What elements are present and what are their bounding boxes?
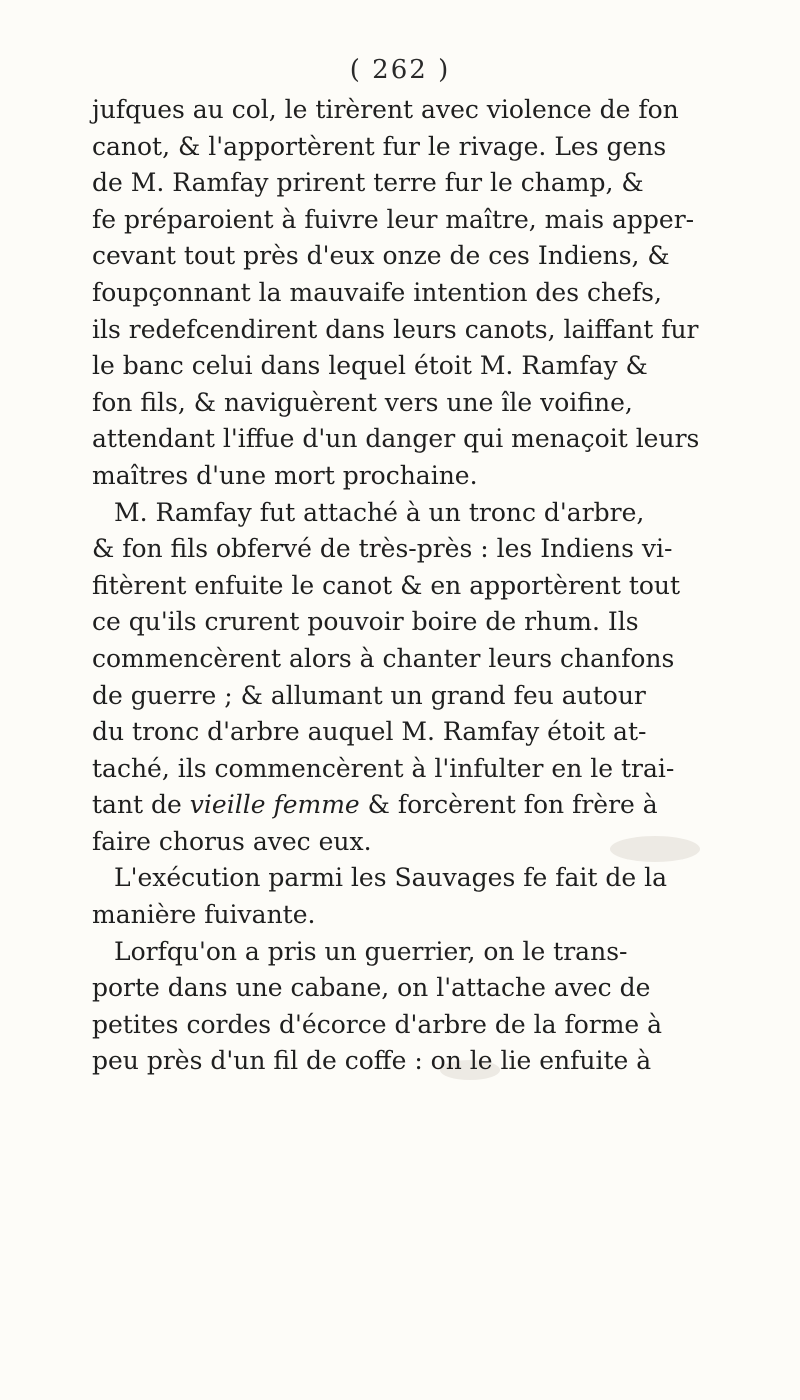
text-line: ils redefcendirent dans leurs canots, laiffant fur: [92, 314, 699, 344]
text-line: & fon fils obfervé de très-près : les Indiens vi-: [92, 534, 673, 564]
text-line: foupçonnant la mauvaife intention des chefs,: [92, 277, 662, 307]
text-line: du tronc d'arbre auquel M. Ramfay étoit at-: [92, 717, 647, 747]
text-line: maîtres d'une mort prochaine.: [92, 460, 478, 490]
text-line: taché, ils commencèrent à l'infulter en le trai-: [92, 753, 675, 783]
text-line: ce qu'ils crurent pouvoir boire de rhum. Ils: [92, 607, 639, 637]
text-line: faire chorus avec eux.: [92, 826, 372, 856]
text-line: fitèrent enfuite le canot & en apportèrent tout: [92, 570, 681, 600]
text-line: fon fils, & naviguèrent vers une île voifine,: [92, 387, 633, 417]
text-line: peu près d'un fil de coffe : on le lie enfuite à: [92, 1046, 652, 1076]
text-line: le banc celui dans lequel étoit M. Ramfay &: [92, 351, 648, 381]
text-line: porte dans une cabane, on l'attache avec de: [92, 973, 651, 1003]
text-line: de guerre ; & allumant un grand feu autour: [92, 680, 646, 710]
page-number: ( 262 ): [349, 55, 451, 85]
body-text: [92, 92, 792, 1080]
paragraph-start-line: Lorfqu'on a pris un guerrier, on le trans-: [114, 936, 628, 966]
italic-phrase: vieille femme: [189, 790, 360, 820]
text-line: commencèrent alors à chanter leurs chanfons: [92, 643, 675, 673]
text-line: de M. Ramfay prirent terre fur le champ, &: [92, 168, 644, 198]
paragraph-start-line: M. Ramfay fut attaché à un tronc d'arbre,: [114, 497, 645, 527]
paragraph-start-line: L'exécution parmi les Sauvages fe fait de la: [114, 863, 668, 893]
text-line: cevant tout près d'eux onze de ces Indiens, &: [92, 241, 670, 271]
text-line: jufques au col, le tirèrent avec violence de fon: [92, 95, 679, 124]
text-line: manière fuivante.: [92, 900, 316, 930]
text-line: canot, & l'apportèrent fur le rivage. Les gens: [92, 131, 667, 161]
text-line: fe préparoient à fuivre leur maître, mais apper-: [92, 204, 695, 234]
text-line: petites cordes d'écorce d'arbre de la forme à: [92, 1009, 663, 1039]
text-line: attendant l'iffue d'un danger qui menaçoit leurs: [92, 424, 700, 454]
text-line-with-italic: tant de vieille femme & forcèrent fon frère à: [92, 790, 658, 820]
